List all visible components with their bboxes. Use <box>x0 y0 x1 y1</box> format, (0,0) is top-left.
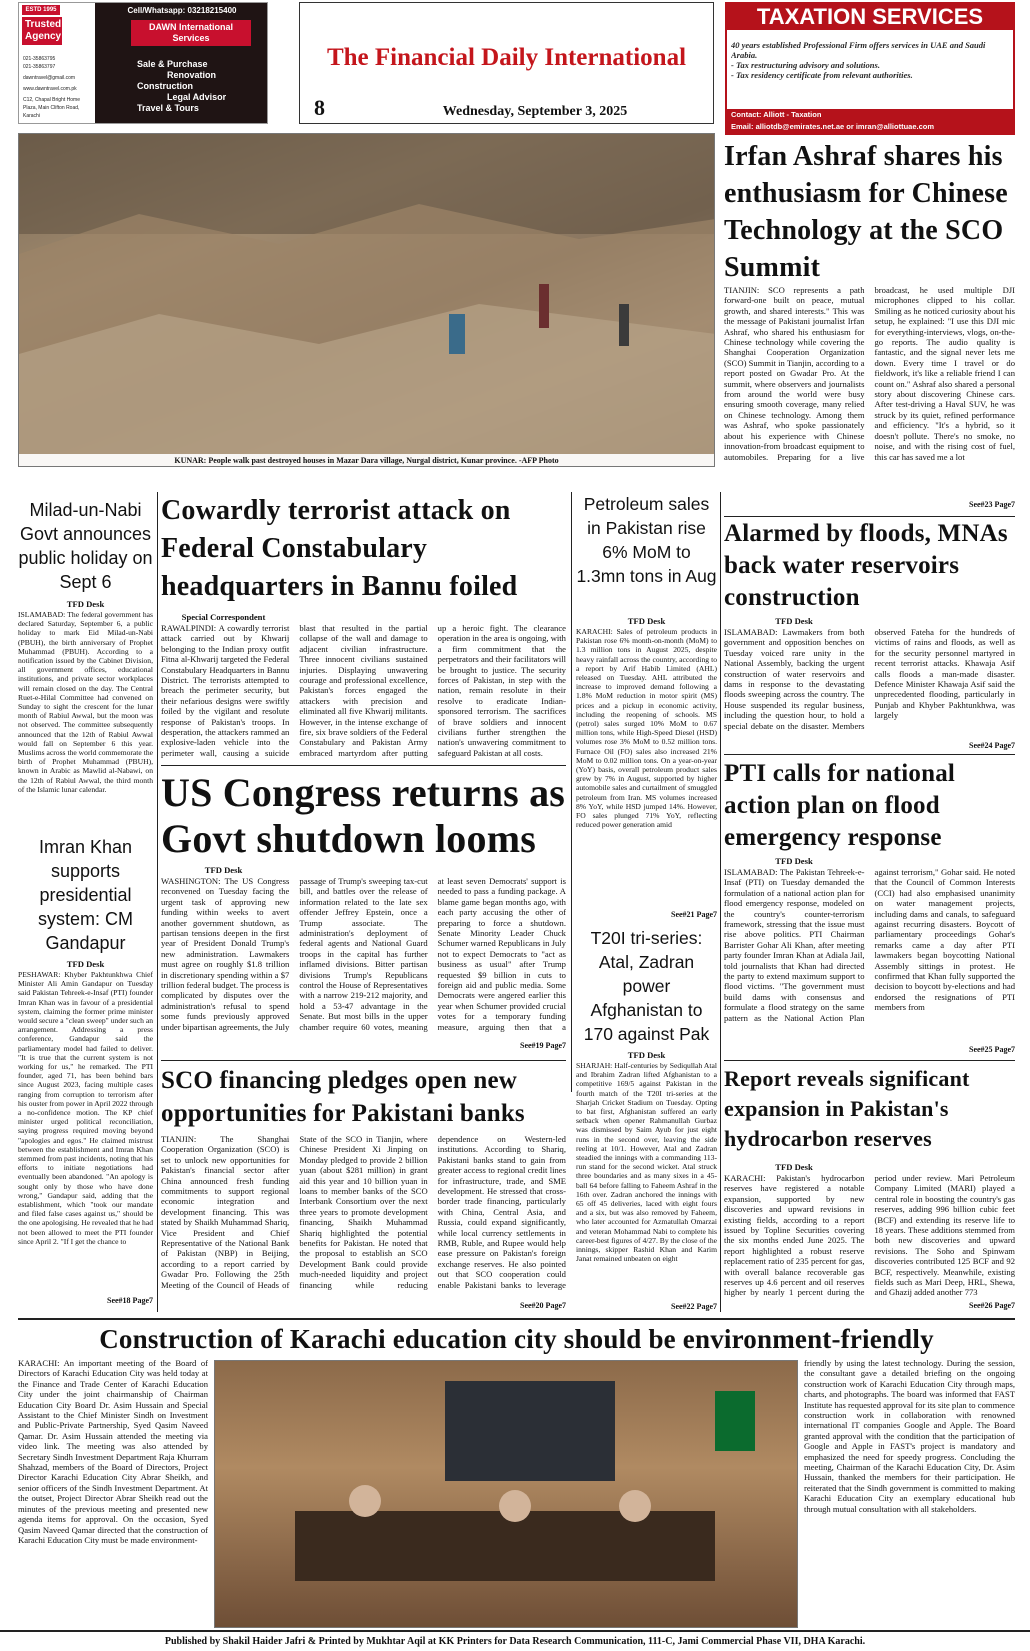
masthead-title: The Financial Daily International <box>326 44 687 71</box>
floods-byline: TFD Desk <box>775 616 813 626</box>
karachi-meeting-photo <box>214 1360 798 1628</box>
rule <box>571 492 572 1092</box>
floods-see: See#24 Page7 <box>969 741 1015 750</box>
imran-body: PESHAWAR: Khyber Pakhtunkhwa Chief Minister Ali Amin Gandapur on Tuesday said Pakistan Tehreek-e-Insaf (PTI) founder Imran Khan was in favour of a presidential system, claiming the former prime minister would secure a "clean sweep" under such an arrangement. Addressing a press conference, Gandapur said the parliamentary model had failed to deliver. "It is true that the current system is not working for us," he remarked. The PTI founder, aged 71, has been behind bars since August 2023, facing multiple cases ranging from corruption to terrorism after his ouster from power in April 2022 through a no-confidence motion. The KP chief minister urged political reconciliation, saying progress required moving beyond "apologies and egos." He claimed mistrust between the establishment and Imran Khan stemmed from past incidents, noting that his efforts to initiate negotiations had eventually been abandoned. "An apology is sought only by those who have done wrong," Gandapur said, adding that the establishment, which "took our mandate and filed false cases against us," should be the one apologising. He revealed that he had not been allowed to meet the PTI founder since April 2. "If I get the chance to <box>18 970 153 1246</box>
ad-company: DAWN International Services <box>131 20 251 46</box>
milad-body: ISLAMABAD: The federal government has declared Saturday, September 6, a public holiday to mark Eid Milad-un-Nabi (PBUH), the birth anniversary of Prophet Muhammad (PBUH). According to a notification issued by the Cabinet Division, all government offices, educational institutions, and private sector workplaces will remain closed on the day. The Central Ruet-e-Hilal Committee had convened on Sunday to sight the crescent for the lunar month of Rabiul Awwal, but the moon was not observed. The committee subsequently announced that the 12th of Rabiul Awwal would fall on September 6 this year. Muslims across the world commemorate the birth of Prophet Muhammad (PBUH), known in Arabic as Mawlid al-Nabawi, on the 12th of Rabiul Awwal, the third month of the Islamic lunar calendar. <box>18 610 153 794</box>
t20-article <box>576 926 717 1314</box>
imran-byline: TFD Desk <box>66 959 105 969</box>
bannu-body: RAWALPINDI: A cowardly terrorist attack carried out by Khwarij belonging to the Indian proxy outfit Fitna al-Khwarij targeted the Federal Constabulary Headquarters in Bannu District. The terrorists attempted to breach the perimeter security, but their nefarious designs were swiftly foiled by the vigilant and resolute response of Pakistan's troops. In desperation, the attackers rammed an explosive-laden vehicle into the perimeter wall, causing a suicide blast that resulted in the partial collapse of the wall and damage to adjacent civilian infrastructure. Three innocent civilians sustained injuries. Displaying unwavering courage and professional excellence, Pakistan's forces engaged the attackers with precision and eliminated all five Khwarij militants. However, in the intense exchange of fire, six brave soldiers of the Federal Constabulary and Pakistan Army embraced martyrdom after putting up a heroic fight. The clearance operation in the area is ongoing, with a firm commitment that the perpetrators and their facilitators will be brought to justice. The security forces of Pakistan, in step with the nation, remain resolute in their resolve to eradicate Indian-sponsored terrorism. The sacrifices of brave soldiers and innocent civilians further strengthen the nation's unwavering commitment to safeguard Pakistan at all costs. <box>161 623 566 758</box>
milad-byline: TFD Desk <box>66 599 105 609</box>
hydrocarbon-see: See#26 Page7 <box>969 1301 1015 1310</box>
pti-headline: PTI calls for national action plan on flood emergency response <box>724 760 956 851</box>
bannu-byline: Special Correspondent <box>181 612 266 622</box>
issue-date: Wednesday, September 3, 2025 <box>442 104 628 119</box>
karachi-body-right: friendly by using the latest technology. During the session, the consultant gave a detailed briefing on the ongoing construction work of Karachi Education City through maps, charts, and photographs. The board was informed that FAST Institute has requested approval for its site plan to commence construction work in collaboration with renowned international IT companies Google and Apple. The Board granted approval with the condition that the participation of Google and Apple in FAST's project is mandatory and emphasized the need for speedy progress. Concluding the meeting, Chairman of the Karachi Education City, Dr. Asim Hussain, thanked the members for their participation. He reiterated that the Sindh government is committed to making Karachi Education City an exemplary educational hub through mutual consultation with all stakeholders. <box>804 1358 1015 1514</box>
main-photo-kunar <box>18 133 715 467</box>
pti-body: ISLAMABAD: The Pakistan Tehreek-e-Insaf (PTI) on Tuesday demanded the formulation of a national action plan for flood emergency response, modeled on the country's counter-terrorism framework, stressing that the issue must rise above politics. PTI Chairman Barrister Gohar Ali Khan, after meeting party founder Imran Khan at Adiala Jail, told journalists that Khan had directed the party to extend maximum support to flood victims. "The government must build dams with consensus and formulate a flood strategy on the same pattern as the National Action Plan against terrorism," Gohar said. He noted that the Council of Common Interests (CCI) had also emphasised unanimity on water management projects, including dams and canals, to safeguard against recurring disasters. Boycott of parliamentary proceedings Gohar's remarks came a day after PTI lawmakers began boycotting National Assembly sittings in protest. He confirmed that Khan fully supported the decision to boycott by-elections and had endorsed the resignations of PTI members from <box>724 867 1015 1023</box>
tax-lines: 40 years established Professional Firm offers services in UAE and Saudi Arabia. - Tax restructuring advisory and solutions. - Tax residency certificate from relevant authorities. <box>731 40 986 80</box>
rule <box>157 492 158 1312</box>
rubble-illustration <box>19 134 715 467</box>
milad-article <box>18 498 153 833</box>
irfan-article <box>724 138 1015 513</box>
petroleum-headline: Petroleum sales in Pakistan rise 6% MoM to 1.3mn tons in Aug <box>576 494 717 586</box>
rule <box>0 1630 1030 1632</box>
t20-body: SHARJAH: Half-centuries by Sediqullah Atal and Ibrahim Zadran lifted Afghanistan to a competitive 169/5 against Pakistan in the fourth match of the T20I tri-series at the Sharjah Cricket Stadium on Tuesday. Opting to bat first, Afghanistan suffered an early setback when opener Rahmanullah Gurbaz was dismissed by Saim Ayub for just eight runs in the second over, leaving the side reeling at 10/1. However, Atal and Zadran steadied the innings with a commanding 113-run stand for the second wicket. Atal struck three boundaries and as many sixes in a 45-ball 64 before falling to Faheem Ashraf in the 16th over. Zadran anchored the innings with 65 off 45 deliveries, laced with eight fours and a six, but was also removed by Faheem, who later accounted for Azmatullah Omarzai and veteran Mohammad Nabi to complete his career-best figures of 4/27. By the close of the innings, skipper Rashid Khan and Karim Janat remained unbeaten on eight <box>576 1061 717 1264</box>
congress-byline: TFD Desk <box>204 865 243 875</box>
irfan-headline: Irfan Ashraf shares his enthusiasm for Chinese Technology at the SCO Summit <box>724 141 1008 283</box>
header-ad-travel <box>18 2 268 124</box>
milad-headline: Milad-un-Nabi Govt announces public holiday on Sept 6 <box>18 500 153 592</box>
petroleum-body: KARACHI: Sales of petroleum products in Pakistan rose 6% month-on-month (MoM) to 1.3 million tons in August 2025, despite heavy rainfall across the country, according to a report by Arif Habib Limited (AHL) released on Tuesday. AHL attributed the increase to improved demand following a 1.8% MoM reduction in motor spirit (MS) prices and a pickup in economic activity, including the reopening of schools. MS (petrol) sales surged 10% MoM to 0.67 million tons, while High-Speed Diesel (HSD) volumes rose 3% MoM to 0.52 million tons. Furnace Oil (FO) sales also increased 21% MoM to 0.02 million tons. On a year-on-year (YoY) basis, overall petroleum product sales grew by 7% in August, supported by higher automobile sales and curtailment of smuggled petroleum from Iran. MS volumes increased 8% YoY, while HSD jumped 14%. However, FO sales plunged 71% YoY, reflecting reduced power generation amid <box>576 627 717 830</box>
t20-headline: T20I tri-series: Atal, Zadran power Afghanistan to 170 against Pak <box>583 928 710 1044</box>
karachi-headline: Construction of Karachi education city should be environment-friendly <box>99 1324 934 1354</box>
page-number: 8 <box>314 95 325 120</box>
hydrocarbon-body: KARACHI: Pakistan's hydrocarbon reserves have registered a notable expansion, supported by new discoveries and upward revisions in existing fields, according to a report issued by Topline Securities covering the six months ended June 2025. The report highlighted a robust reserve replacement ratio of 235 percent for gas, with overall balance recoverable gas reserves up 4.6 percent and oil reserves higher by nearly 1 percent during the period under review. Mari Petroleum Company Limited (MARI) played a central role in boosting the country's gas reserves, adding 996 billion cubic feet (BCF) and extending its reserve life to 18 years. These additions stemmed from both new discoveries and upward revisions. The Soho and Spinwam discoveries contributed 125 BCF and 92 BCF, respectively. Meanwhile, existing fields such as Mari Deep, HRL, Shewa, and Ghazij added another 773 <box>724 1173 1015 1298</box>
hydrocarbon-article <box>724 1064 1015 1314</box>
photo-caption: KUNAR: People walk past destroyed houses in Mazar Dara village, Nurgal district, Kunar province. -AFP Photo <box>19 454 714 467</box>
sco-see: See#20 Page7 <box>520 1301 566 1310</box>
hydrocarbon-headline: Report reveals significant expansion in Pakistan's hydrocarbon reserves <box>724 1066 970 1151</box>
hydrocarbon-byline: TFD Desk <box>775 1162 813 1172</box>
irfan-body: TIANJIN: SCO represents a path forward-one built on peace, mutual growth, and shared interests." This was the message of Pakistani journalist Irfan Ashraf, who shared his enthusiasm for Chinese technology while covering the Shanghai Cooperation Organization (SCO) Summit in Tianjin, according to a report posted on Gwadar Pro. At the summit, where observers and journalists from around the world were busy ensuring smooth coverage, many relied on Chinese technology. Among them was Ashraf, who spoke passionately about his experience with Chinese innovation-from broadcast equipment to automobiles. Preparing for a live broadcast, he used multiple DJI microphones clipped to his collar. Smiling as he noticed curiosity about his setup, he explained: "I use this DJI mic for everything-interviews, vlogs, on-the-go reports. The audio quality is fantastic, and the signal never lets me down. Every time I travel or do fieldwork, it's like a reliable friend I can count on." Ashraf also shared a personal story about discovering Chinese cars. After test-driving a Haval SUV, he was struck by its quiet, refined performance and efficiency. "It's a hybrid, so it doesn't pollute. There's no smoke, no noise, and with the rising cost of fuel, this car has saved me a lot <box>724 285 1015 462</box>
congress-article <box>161 770 566 1055</box>
header-ad-taxation <box>725 2 1015 135</box>
agency-contacts: 021-35863795 021-35863797 dawntravel@gmail.com www.dawntravel.com.pk C12, Chapal Bright Home Plaza, Main Clifton Road, Karachi <box>23 56 80 119</box>
imran-article <box>18 835 153 1310</box>
pti-byline: TFD Desk <box>775 856 813 866</box>
floods-headline: Alarmed by floods, MNAs back water reservoirs construction <box>724 520 1008 611</box>
ad-phone: Cell/Whatsapp: 03218215400 <box>127 6 237 15</box>
tax-contact-bar: Contact: Alliott - Taxation Email: alliotdb@emirates.net.ae or imran@alliottuae.com <box>727 109 1013 133</box>
imran-headline: Imran Khan supports presidential system: CM Gandapur <box>37 837 133 953</box>
congress-body: WASHINGTON: The US Congress reconvened on Tuesday facing the urgent task of approving new funding within weeks to avert another government shutdown, as partisan tensions deepen in the first year of President Donald Trump's new administration. Lawmakers must agree on roughly $1.8 trillion in discretionary spending within a $7 trillion federal budget. The process is complicated by disputes over the administration's refusal to spend some funds previously approved under bipartisan agreements, the July passage of Trump's sweeping tax-cut bill, and battles over the release of information related to the late sex offender Jeffrey Epstein, once a Trump associate. The administration's deployment of federal agents and National Guard troops in the capital has further inflamed divisions. Bitter partisan divisions Trump's Republicans control the House of Representatives with a narrow 219-212 majority, and hold a 53-47 advantage in the Senate. But most bills in the upper chamber require 60 votes, meaning at least seven Democrats' support is needed to pass a funding package. A blame game began months ago, with each party accusing the other of preparing to force a shutdown. Senate Minority Leader Chuck Schumer warned Republicans in July not to expect Democrats to "act as business as usual" after Trump requested $9 billion in cuts to foreign aid and public media. Some Democrats were angered earlier this year when Schumer provided crucial votes for a temporary funding measure, arguing then that a <box>161 876 566 1032</box>
sco-body: TIANJIN: The Shanghai Cooperation Organization (SCO) is set to unlock new opportunities for Pakistan's financial sector after China announced fresh funding commitments to support regional economic integration and development financing. This was stated by Shaikh Muhammad Shariq, Vice President and Chief Representative of the National Bank of Pakistan (NBP) in Beijing, according to a report carried by Gwadar Pro. Following the 25th Meeting of the Council of Heads of State of the SCO in Tianjin, where Chinese President Xi Jinping on Monday pledged to provide 2 billion yuan (about $281 million) in grant aid this year and 10 billion yuan in loans to member banks of the SCO Interbank Consortium over the next three years to promote development financing, Shaikh Muhammad Shariq highlighted the potential benefits for Pakistan. He noted that the proposal to establish an SCO Development Bank could provide much-needed liquidity and project financing while reducing dependence on Western-led institutions. According to Shariq, Pakistani banks stand to gain from greater access to regional credit lines for infrastructure, trade, and SME development. He stressed that cross-border trade financing, particularly with China, Central Asia, and Russia, could expand significantly, while local currency settlements in RMB, Ruble, and Rupee would help ease pressure on Pakistan's foreign exchange reserves. He also pointed out that SCO cooperation could enable Pakistani banks to leverage <box>161 1134 566 1290</box>
irfan-see: See#23 Page7 <box>969 500 1015 509</box>
footer-imprint: Published by Shakil Haider Jafri & Printed by Mukhtar Aqil at KK Printers for Data Research Communication, 111-C, Jami Commercial Phase VII, DHA Karachi. <box>164 1636 866 1647</box>
t20-see: See#22 Page7 <box>671 1302 717 1311</box>
petroleum-see: See#21 Page7 <box>671 910 717 919</box>
floods-article <box>724 518 1015 753</box>
ad-services: Sale & Purchase Renovation Construction Legal Advisor Travel & Tours <box>137 59 227 113</box>
sco-headline: SCO financing pledges open new opportunities for Pakistani banks <box>161 1067 525 1127</box>
rule <box>18 1318 1015 1320</box>
bannu-headline: Cowardly terrorist attack on Federal Constabulary headquarters in Bannu foiled <box>161 495 518 602</box>
rule <box>724 754 1015 755</box>
tax-title: TAXATION SERVICES <box>727 4 1013 30</box>
congress-see: See#19 Page7 <box>520 1041 566 1050</box>
agency-name: Trusted Agency <box>22 17 62 45</box>
pti-article <box>724 758 1015 1058</box>
agency-badge: ESTD 1995 <box>22 5 60 15</box>
meeting-illustration <box>215 1361 798 1628</box>
petroleum-article <box>576 492 717 922</box>
karachi-body-left: KARACHI: An important meeting of the Board of Directors of Karachi Education City was held today at the Finance and Trade Center of Karachi Education City under the joint chairmanship of Chairman Education City Board Dr. Asim Hussain and Special Assistant to the Chief Minister Sindh on Investment and Public-Private Partnership, Syed Qasim Naveed Qamar. Dr. Asim Hussain attended the meeting via video link. The meeting was also attended by Secretary Sindh Investment Department Raja Khurram Shahzad, members of the Board of Directors, Project Director Karachi Education City Abrar Sheikh, and senior officers of the Sindh Investment Department. At the outset, Project Director Abrar Sheikh read out the minutes of the previous meeting and presented new agenda items for approval. On the occasion, Syed Qasim Naveed Qamar directed that the construction of Karachi Education City must be made environment- <box>18 1358 208 1545</box>
rule <box>724 516 1015 517</box>
rule <box>720 492 721 1312</box>
masthead-box <box>299 2 714 124</box>
floods-body: ISLAMABAD: Lawmakers from both government and opposition benches on Tuesday voiced rare unity in the National Assembly, backing the urgent construction of water reservoirs and dams in response to the devastating floods sweeping across the country. The House suspended its regular business, including the question hour, to hold a special debate on the disaster. Members observed Fateha for the hundreds of victims of rains and floods, as well as for the security personnel martyred in recent terrorist attacks. Khawaja Asif calls floods a man-made disaster. Defence Minister Khawaja Asif said the unprecedented flooding, particularly in Punjab and Khyber Pakhtunkhwa, was largely <box>724 627 1015 731</box>
rule <box>724 1060 1015 1061</box>
t20-byline: TFD Desk <box>627 1050 666 1060</box>
imran-see: See#18 Page7 <box>107 1296 153 1305</box>
pti-see: See#25 Page7 <box>969 1045 1015 1054</box>
sco-article <box>161 1064 566 1314</box>
congress-headline: US Congress returns as Govt shutdown looms <box>161 770 566 861</box>
bannu-article <box>161 492 566 762</box>
rule <box>161 765 566 766</box>
petroleum-byline: TFD Desk <box>627 616 666 626</box>
rule <box>161 1060 566 1061</box>
